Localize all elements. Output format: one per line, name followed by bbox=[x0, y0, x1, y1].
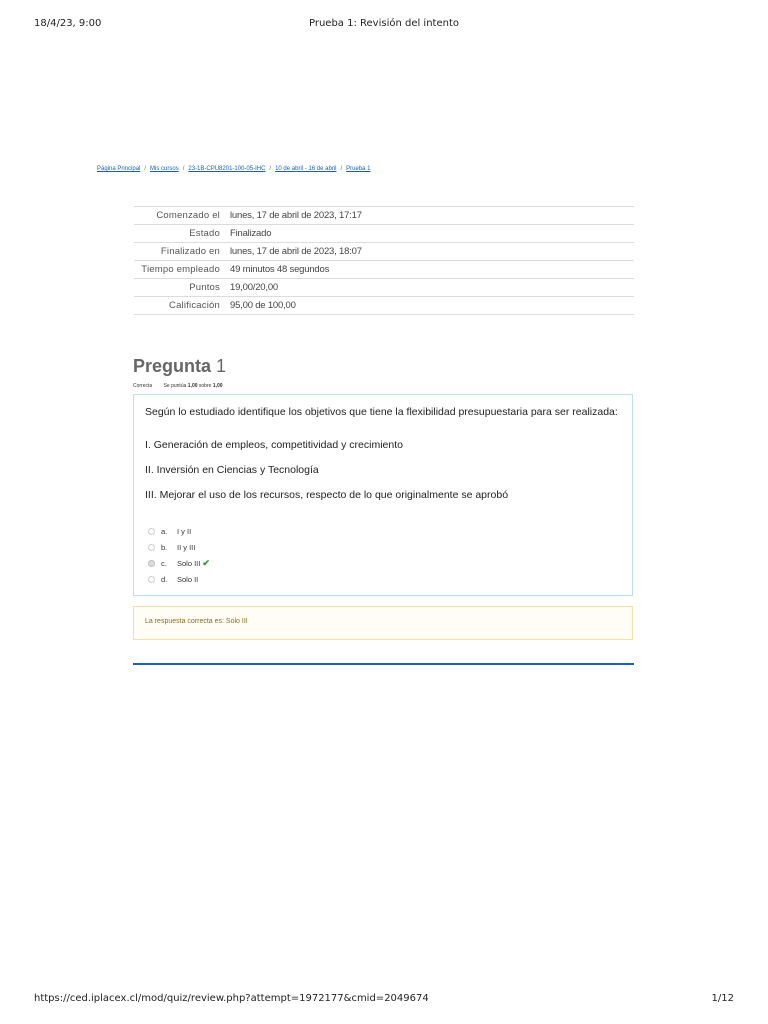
grade-mid: sobre bbox=[198, 383, 212, 389]
radio-button[interactable] bbox=[148, 544, 155, 551]
summary-value: 19,00/20,00 bbox=[230, 282, 278, 293]
answer-option-d[interactable] bbox=[148, 571, 210, 587]
answer-text: I y II bbox=[177, 526, 192, 536]
summary-label: Calificación bbox=[169, 300, 220, 311]
summary-label: Estado bbox=[189, 228, 220, 239]
feedback-box bbox=[133, 606, 633, 640]
answer-letter: c. bbox=[161, 558, 167, 568]
answer-text: II y III bbox=[177, 542, 196, 552]
summary-label: Puntos bbox=[189, 282, 220, 293]
breadcrumb bbox=[97, 166, 371, 172]
breadcrumb-my-courses-link[interactable]: Mis cursos bbox=[150, 166, 179, 172]
grade-max: 1,00 bbox=[212, 383, 223, 389]
summary-label: Comenzado el bbox=[156, 210, 220, 221]
question-text: Según lo estudiado identifique los objetivos que tiene la flexibilidad presupuestaria para ser realizada: bbox=[145, 406, 618, 418]
grade-value: 1,00 bbox=[187, 383, 198, 389]
summary-label: Tiempo empleado bbox=[141, 264, 220, 275]
breadcrumb-separator: / bbox=[182, 166, 185, 172]
question-info bbox=[133, 383, 223, 389]
summary-row-finished bbox=[134, 243, 634, 261]
print-title: Prueba 1: Revisión del intento bbox=[308, 18, 459, 29]
print-page-number: 1/12 bbox=[711, 993, 734, 1004]
radio-button[interactable] bbox=[148, 576, 155, 583]
print-date: 18/4/23, 9:00 bbox=[34, 18, 102, 29]
correct-answer-feedback: La respuesta correcta es: Solo III bbox=[145, 618, 248, 625]
breadcrumb-week-link[interactable]: 10 de abril - 16 de abril bbox=[275, 166, 337, 172]
summary-value: lunes, 17 de abril de 2023, 17:17 bbox=[230, 210, 362, 221]
summary-row-time-taken bbox=[134, 261, 634, 279]
answer-text: Solo III bbox=[177, 558, 201, 568]
summary-value: lunes, 17 de abril de 2023, 18:07 bbox=[230, 246, 362, 257]
question-title bbox=[133, 356, 226, 377]
question-grade bbox=[164, 383, 223, 389]
answer-letter: b. bbox=[161, 542, 168, 552]
summary-row-marks bbox=[134, 279, 634, 297]
breadcrumb-separator: / bbox=[269, 166, 272, 172]
summary-label: Finalizado en bbox=[160, 246, 220, 257]
breadcrumb-course-link[interactable]: 23-1B-CPU8201-100-05-IHC bbox=[188, 166, 266, 172]
summary-row-grade bbox=[134, 297, 634, 315]
radio-button-selected[interactable] bbox=[148, 560, 155, 567]
answer-options bbox=[148, 523, 210, 587]
radio-button[interactable] bbox=[148, 528, 155, 535]
breadcrumb-separator: / bbox=[340, 166, 343, 172]
summary-value: Finalizado bbox=[230, 228, 272, 239]
divider bbox=[133, 663, 634, 665]
attempt-summary-table bbox=[134, 206, 634, 315]
answer-option-c[interactable] bbox=[148, 555, 210, 571]
question-content-box bbox=[133, 394, 633, 596]
print-url: https://ced.iplacex.cl/mod/quiz/review.php?attempt=1972177&cmid=2049674 bbox=[34, 993, 429, 1004]
summary-row-state bbox=[134, 225, 634, 243]
question-line-3: III. Mejorar el uso de los recursos, respecto de lo que originalmente se aprobó bbox=[145, 489, 509, 501]
breadcrumb-quiz-link[interactable]: Prueba 1 bbox=[346, 166, 371, 172]
question-line-2: II. Inversión en Ciencias y Tecnología bbox=[145, 464, 319, 476]
question-status: Correcta bbox=[133, 383, 153, 389]
answer-option-a[interactable] bbox=[148, 523, 210, 539]
question-line-1: I. Generación de empleos, competitividad y crecimiento bbox=[145, 439, 403, 451]
question-title-word: Pregunta bbox=[133, 356, 212, 376]
summary-row-started bbox=[134, 207, 634, 225]
answer-letter: a. bbox=[161, 526, 168, 536]
answer-text: Solo II bbox=[177, 574, 199, 584]
question-number: 1 bbox=[216, 356, 227, 376]
answer-option-b[interactable] bbox=[148, 539, 210, 555]
summary-value: 49 minutos 48 segundos bbox=[230, 264, 330, 275]
answer-letter: d. bbox=[161, 574, 168, 584]
breadcrumb-separator: / bbox=[144, 166, 147, 172]
grade-prefix: Se puntúa bbox=[163, 383, 187, 389]
check-icon: ✔ bbox=[202, 557, 210, 568]
breadcrumb-home-link[interactable]: Página Principal bbox=[97, 166, 141, 172]
summary-value: 95,00 de 100,00 bbox=[230, 300, 296, 311]
